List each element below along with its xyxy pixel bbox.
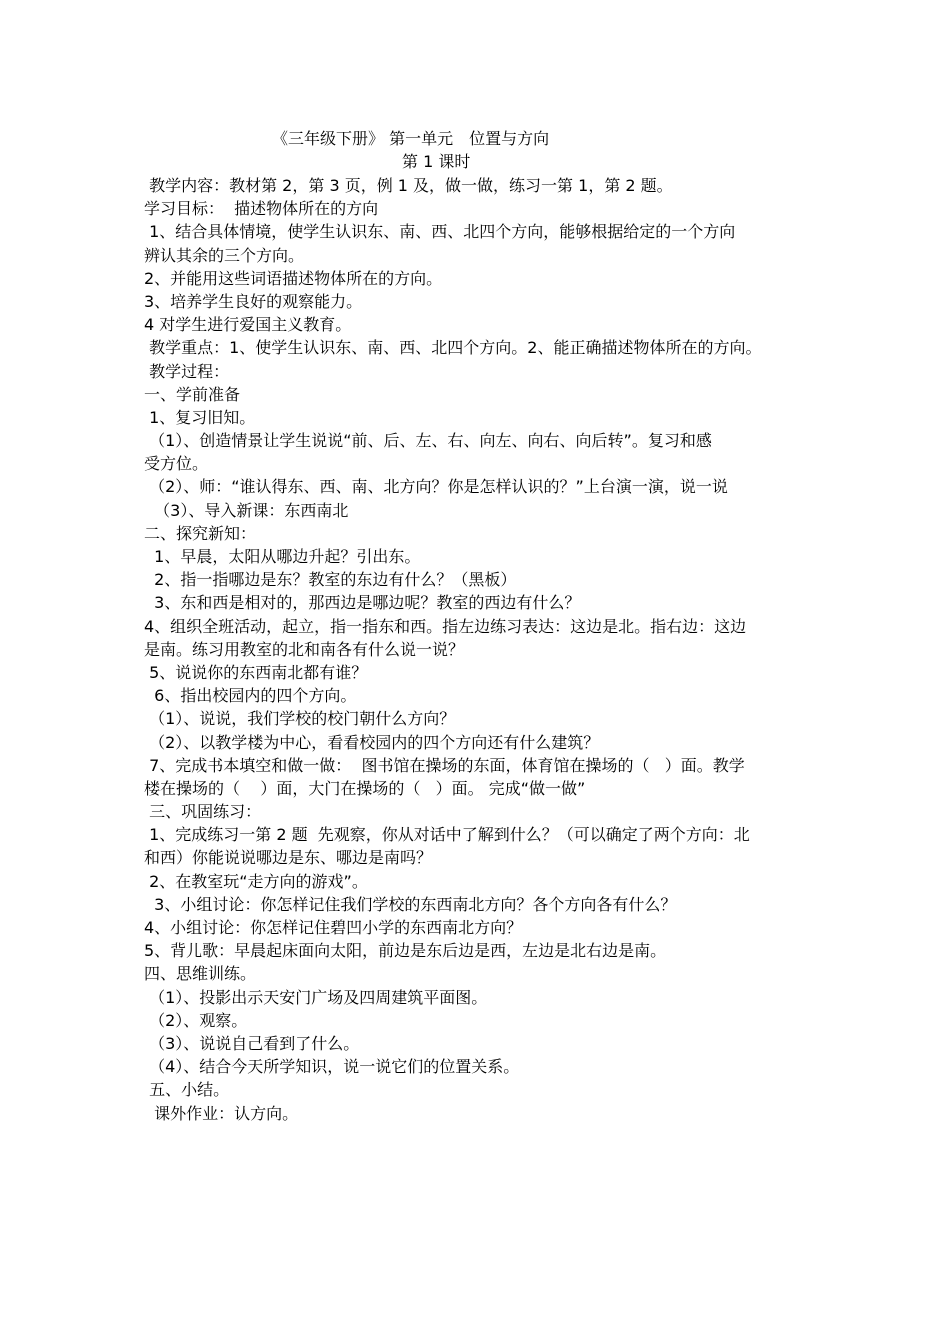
- text-line: 一、学前准备: [144, 384, 241, 404]
- text-line: 是南。练习用教室的北和南各有什么说一说？: [144, 639, 465, 659]
- text-line: 6、指出校园内的四个方向。: [144, 686, 357, 706]
- text-line: 四、思维训练。: [144, 964, 257, 984]
- text-line: 4 对学生进行爱国主义教育。: [144, 315, 352, 335]
- text-line: （1）、投影出示天安门广场及四周建筑平面图。: [144, 987, 488, 1007]
- text-line: 课外作业：认方向。: [144, 1103, 299, 1123]
- text-line: 三、巩固练习：: [144, 802, 262, 822]
- text-line: 2、在教室玩“走方向的游戏”。: [144, 871, 368, 891]
- text-line: （2）、师：“谁认得东、西、南、北方向？你是怎样认识的？”上台演一演，说一说: [144, 477, 728, 497]
- text-line: （2）、以教学楼为中心，看看校园内的四个方向还有什么建筑？: [144, 732, 600, 752]
- text-line: （3）、导入新课：东西南北: [144, 500, 349, 520]
- text-line: 7、完成书本填空和做一做： 图书馆在操场的东面，体育馆在操场的（ ）面。教学: [144, 755, 745, 775]
- text-line: 辨认其余的三个方向。: [144, 245, 305, 265]
- text-line: 1、早晨，太阳从哪边升起？引出东。: [144, 547, 421, 566]
- lesson-number: 第 1 课时: [402, 152, 471, 171]
- text-line: 1、复习旧知。: [144, 407, 256, 427]
- document-title: 《三年级下册》 第一单元 位置与方向: [272, 129, 550, 148]
- text-line: 1、结合具体情境，使学生认识东、南、西、北四个方向，能够根据给定的一个方向: [144, 222, 736, 242]
- text-line: 和西）你能说说哪边是东、哪边是南吗？: [144, 848, 433, 868]
- text-line: 3、小组讨论：你怎样记住我们学校的东西南北方向？各个方向各有什么？: [144, 894, 677, 914]
- text-line: （4）、结合今天所学知识，说一说它们的位置关系。: [144, 1057, 520, 1077]
- text-line: 教学内容：教材第 2，第 3 页，例 1 及，做一做，练习一第 1，第 2 题。: [144, 176, 673, 195]
- text-line: 二、探究新知：: [144, 523, 257, 543]
- text-line: 2、并能用这些词语描述物体所在的方向。: [144, 268, 443, 288]
- text-line: 楼在操场的（ ）面，大门在操场的（ ）面。 完成“做一做”: [144, 778, 586, 798]
- text-line: （3）、说说自己看到了什么。: [144, 1033, 360, 1053]
- text-line: 3、东和西是相对的，那西边是哪边呢？教室的西边有什么？: [144, 593, 581, 613]
- text-line: 4、小组讨论：你怎样记住碧凹小学的东西南北方向？: [144, 918, 523, 937]
- text-line: 教学重点：1、使学生认识东、南、西、北四个方向。2、能正确描述物体所在的方向。: [144, 338, 762, 358]
- text-line: （2）、观察。: [144, 1010, 248, 1030]
- text-line: 1、完成练习一第 2 题 先观察，你从对话中了解到什么？（可以确定了两个方向：北: [144, 825, 750, 845]
- text-line: 2、指一指哪边是东？教室的东边有什么？（黑板）: [144, 570, 517, 590]
- text-line: 3、培养学生良好的观察能力。: [144, 291, 363, 311]
- lesson-plan-body: [144, 174, 834, 1125]
- text-line: 5、说说你的东西南北都有谁？: [144, 662, 368, 682]
- text-line: 4、组织全班活动，起立，指一指东和西。指左边练习表达：这边是北。指右边：这边: [144, 616, 747, 636]
- text-line: （1）、说说，我们学校的校门朝什么方向？: [144, 709, 456, 729]
- text-line: 五、小结。: [144, 1080, 230, 1100]
- text-line: 受方位。: [144, 454, 209, 474]
- text-line: 学习目标： 描述物体所在的方向: [144, 199, 379, 219]
- text-line: 5、背儿歌：早晨起床面向太阳，前边是东后边是西，左边是北右边是南。: [144, 941, 667, 961]
- text-line: （1）、创造情景让学生说说“前、后、左、右、向左、向右、向后转”。复习和感: [144, 431, 712, 451]
- text-line: 教学过程：: [144, 361, 230, 381]
